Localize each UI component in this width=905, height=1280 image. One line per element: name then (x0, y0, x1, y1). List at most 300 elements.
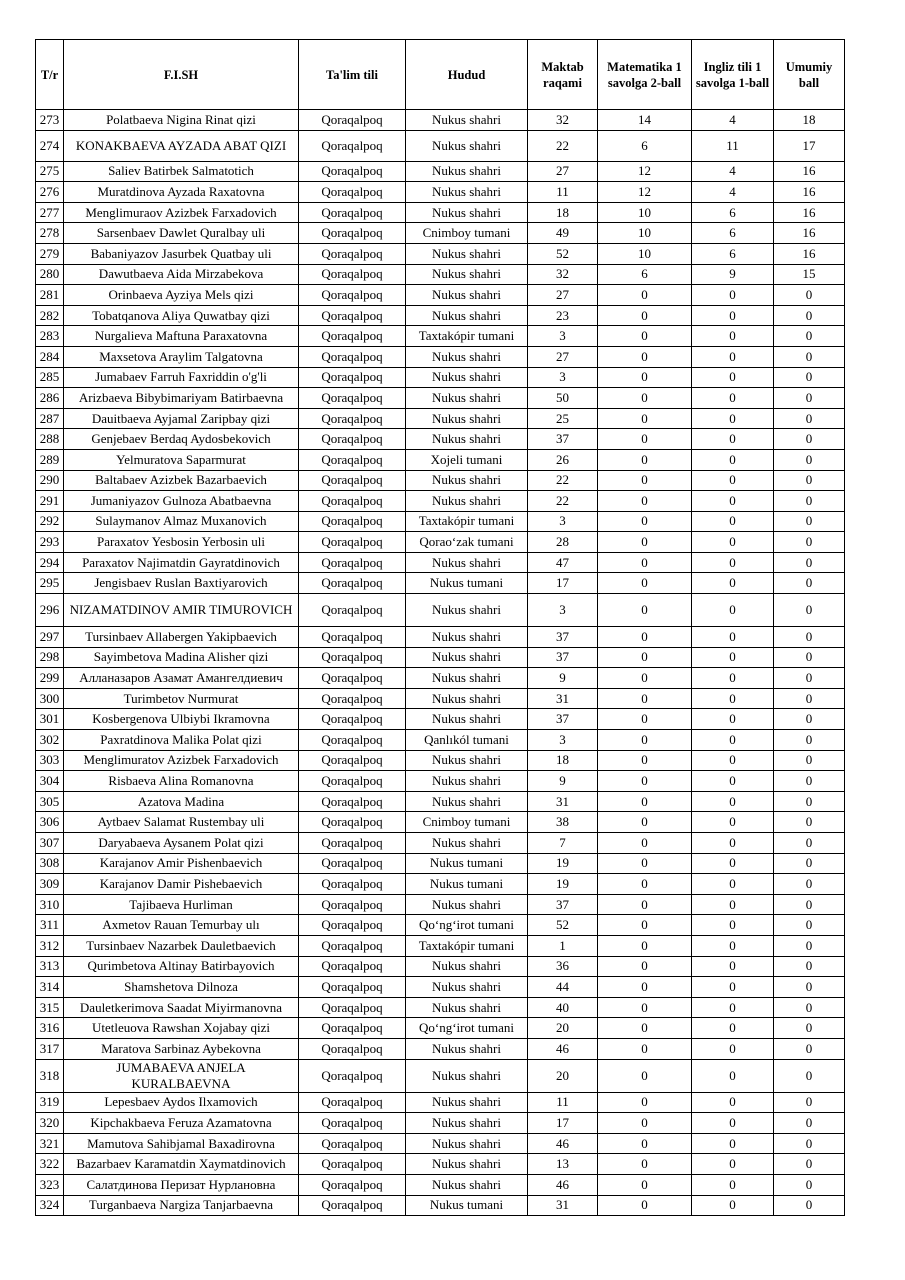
english-score-cell: 0 (692, 552, 774, 573)
full-name-cell: Karajanov Amir Pishenbaevich (64, 853, 299, 874)
full-name-cell: Saliev Batirbek Salmatotich (64, 161, 299, 182)
full-name-cell: Dauletkerimova Saadat Miyirmanovna (64, 997, 299, 1018)
english-score-cell: 0 (692, 627, 774, 648)
region-cell: Nukus shahri (406, 130, 528, 161)
school-number-cell: 19 (528, 874, 598, 895)
row-number-cell: 310 (36, 894, 64, 915)
education-language-cell: Qoraqalpoq (299, 853, 406, 874)
school-number-cell: 50 (528, 388, 598, 409)
education-language-cell: Qoraqalpoq (299, 771, 406, 792)
row-number-cell: 273 (36, 110, 64, 131)
table-row (36, 956, 845, 977)
school-number-cell: 37 (528, 709, 598, 730)
education-language-cell: Qoraqalpoq (299, 285, 406, 306)
total-score-cell: 17 (774, 130, 845, 161)
math-score-cell: 0 (598, 730, 692, 751)
school-number-cell: 27 (528, 285, 598, 306)
table-row (36, 812, 845, 833)
table-row (36, 573, 845, 594)
table-row (36, 182, 845, 203)
school-number-cell: 32 (528, 264, 598, 285)
school-number-cell: 46 (528, 1174, 598, 1195)
results-table (35, 39, 845, 1216)
region-cell: Nukus shahri (406, 346, 528, 367)
english-score-cell: 0 (692, 709, 774, 730)
region-cell: Nukus tumani (406, 874, 528, 895)
table-row (36, 1038, 845, 1059)
math-score-cell: 12 (598, 182, 692, 203)
region-cell: Nukus shahri (406, 1174, 528, 1195)
english-score-cell: 0 (692, 956, 774, 977)
school-number-cell: 18 (528, 202, 598, 223)
school-number-cell: 19 (528, 853, 598, 874)
school-number-cell: 7 (528, 833, 598, 854)
total-score-cell: 0 (774, 833, 845, 854)
total-score-cell: 0 (774, 573, 845, 594)
full-name-cell: Sulaymanov Almaz Muxanovich (64, 511, 299, 532)
education-language-cell: Qoraqalpoq (299, 1133, 406, 1154)
education-language-cell: Qoraqalpoq (299, 956, 406, 977)
region-cell: Nukus shahri (406, 668, 528, 689)
row-number-cell: 314 (36, 977, 64, 998)
education-language-cell: Qoraqalpoq (299, 1038, 406, 1059)
school-number-cell: 18 (528, 750, 598, 771)
math-score-cell: 0 (598, 627, 692, 648)
full-name-cell: Tursinbaev Allabergen Yakipbaevich (64, 627, 299, 648)
education-language-cell: Qoraqalpoq (299, 161, 406, 182)
table-row (36, 1059, 845, 1092)
education-language-cell: Qoraqalpoq (299, 750, 406, 771)
full-name-cell: Tobatqanova Aliya Quwatbay qizi (64, 305, 299, 326)
row-number-cell: 288 (36, 429, 64, 450)
row-number-cell: 280 (36, 264, 64, 285)
table-row (36, 264, 845, 285)
math-score-cell: 0 (598, 833, 692, 854)
row-number-cell: 294 (36, 552, 64, 573)
school-number-cell: 9 (528, 668, 598, 689)
region-cell: Nukus shahri (406, 408, 528, 429)
math-score-cell: 0 (598, 935, 692, 956)
row-number-cell: 318 (36, 1059, 64, 1092)
table-row (36, 552, 845, 573)
table-row (36, 771, 845, 792)
col-header-number: T/r (36, 40, 64, 110)
row-number-cell: 291 (36, 491, 64, 512)
education-language-cell: Qoraqalpoq (299, 182, 406, 203)
school-number-cell: 27 (528, 346, 598, 367)
math-score-cell: 0 (598, 573, 692, 594)
school-number-cell: 31 (528, 688, 598, 709)
region-cell: Nukus shahri (406, 285, 528, 306)
table-row (36, 305, 845, 326)
english-score-cell: 0 (692, 449, 774, 470)
school-number-cell: 32 (528, 110, 598, 131)
row-number-cell: 278 (36, 223, 64, 244)
col-header-total-score: Umumiy ball (774, 40, 845, 110)
english-score-cell: 0 (692, 977, 774, 998)
table-row (36, 627, 845, 648)
school-number-cell: 31 (528, 791, 598, 812)
total-score-cell: 16 (774, 202, 845, 223)
math-score-cell: 0 (598, 1038, 692, 1059)
school-number-cell: 17 (528, 1113, 598, 1134)
math-score-cell: 0 (598, 491, 692, 512)
total-score-cell: 0 (774, 429, 845, 450)
english-score-cell: 0 (692, 1038, 774, 1059)
total-score-cell: 0 (774, 647, 845, 668)
region-cell: Nukus shahri (406, 627, 528, 648)
math-score-cell: 0 (598, 977, 692, 998)
math-score-cell: 6 (598, 264, 692, 285)
table-row (36, 285, 845, 306)
row-number-cell: 306 (36, 812, 64, 833)
col-header-education-language: Ta'lim tili (299, 40, 406, 110)
school-number-cell: 38 (528, 812, 598, 833)
math-score-cell: 0 (598, 874, 692, 895)
math-score-cell: 0 (598, 894, 692, 915)
school-number-cell: 22 (528, 130, 598, 161)
full-name-cell: Axmetov Rauan Temurbay ulı (64, 915, 299, 936)
full-name-cell: Polatbaeva Nigina Rinat qizi (64, 110, 299, 131)
education-language-cell: Qoraqalpoq (299, 202, 406, 223)
table-row (36, 1092, 845, 1113)
math-score-cell: 0 (598, 532, 692, 553)
row-number-cell: 305 (36, 791, 64, 812)
education-language-cell: Qoraqalpoq (299, 833, 406, 854)
table-row (36, 1174, 845, 1195)
school-number-cell: 37 (528, 627, 598, 648)
full-name-cell: Алланазаров Азамат Амангелдиевич (64, 668, 299, 689)
education-language-cell: Qoraqalpoq (299, 110, 406, 131)
english-score-cell: 0 (692, 1018, 774, 1039)
total-score-cell: 16 (774, 223, 845, 244)
school-number-cell: 3 (528, 594, 598, 627)
table-row (36, 532, 845, 553)
school-number-cell: 40 (528, 997, 598, 1018)
english-score-cell: 4 (692, 182, 774, 203)
math-score-cell: 0 (598, 771, 692, 792)
education-language-cell: Qoraqalpoq (299, 1195, 406, 1216)
english-score-cell: 0 (692, 997, 774, 1018)
english-score-cell: 0 (692, 326, 774, 347)
english-score-cell: 0 (692, 750, 774, 771)
full-name-cell: Qurimbetova Altinay Batirbayovich (64, 956, 299, 977)
math-score-cell: 0 (598, 552, 692, 573)
english-score-cell: 0 (692, 791, 774, 812)
education-language-cell: Qoraqalpoq (299, 573, 406, 594)
school-number-cell: 52 (528, 243, 598, 264)
full-name-cell: Bazarbaev Karamatdin Xaymatdinovich (64, 1154, 299, 1175)
education-language-cell: Qoraqalpoq (299, 688, 406, 709)
english-score-cell: 0 (692, 1113, 774, 1134)
education-language-cell: Qoraqalpoq (299, 552, 406, 573)
row-number-cell: 283 (36, 326, 64, 347)
full-name-cell: Paraxatov Yesbosin Yerbosin uli (64, 532, 299, 553)
total-score-cell: 0 (774, 285, 845, 306)
total-score-cell: 0 (774, 812, 845, 833)
math-score-cell: 0 (598, 915, 692, 936)
school-number-cell: 36 (528, 956, 598, 977)
school-number-cell: 25 (528, 408, 598, 429)
full-name-cell: Shamshetova Dilnoza (64, 977, 299, 998)
full-name-cell: Genjebaev Berdaq Aydosbekovich (64, 429, 299, 450)
row-number-cell: 285 (36, 367, 64, 388)
total-score-cell: 0 (774, 1174, 845, 1195)
row-number-cell: 287 (36, 408, 64, 429)
total-score-cell: 0 (774, 1154, 845, 1175)
table-row (36, 688, 845, 709)
total-score-cell: 0 (774, 874, 845, 895)
english-score-cell: 0 (692, 915, 774, 936)
english-score-cell: 0 (692, 833, 774, 854)
education-language-cell: Qoraqalpoq (299, 223, 406, 244)
table-row (36, 470, 845, 491)
english-score-cell: 0 (692, 771, 774, 792)
full-name-cell: Jumabaev Farruh Faxriddin o'g'li (64, 367, 299, 388)
full-name-cell: Lepesbaev Aydos Ilxamovich (64, 1092, 299, 1113)
education-language-cell: Qoraqalpoq (299, 791, 406, 812)
table-row (36, 110, 845, 131)
full-name-cell: Nurgalieva Maftuna Paraxatovna (64, 326, 299, 347)
region-cell: Nukus shahri (406, 791, 528, 812)
education-language-cell: Qoraqalpoq (299, 305, 406, 326)
school-number-cell: 17 (528, 573, 598, 594)
row-number-cell: 309 (36, 874, 64, 895)
region-cell: Qo‘ng‘irot tumani (406, 1018, 528, 1039)
total-score-cell: 0 (774, 491, 845, 512)
english-score-cell: 0 (692, 594, 774, 627)
math-score-cell: 0 (598, 449, 692, 470)
total-score-cell: 0 (774, 305, 845, 326)
region-cell: Taxtakópir tumani (406, 326, 528, 347)
english-score-cell: 4 (692, 161, 774, 182)
school-number-cell: 37 (528, 894, 598, 915)
math-score-cell: 6 (598, 130, 692, 161)
total-score-cell: 0 (774, 627, 845, 648)
total-score-cell: 0 (774, 956, 845, 977)
row-number-cell: 302 (36, 730, 64, 751)
full-name-cell: Sayimbetova Madina Alisher qizi (64, 647, 299, 668)
row-number-cell: 300 (36, 688, 64, 709)
math-score-cell: 0 (598, 668, 692, 689)
english-score-cell: 0 (692, 668, 774, 689)
math-score-cell: 0 (598, 1092, 692, 1113)
school-number-cell: 22 (528, 491, 598, 512)
school-number-cell: 3 (528, 326, 598, 347)
education-language-cell: Qoraqalpoq (299, 346, 406, 367)
math-score-cell: 0 (598, 346, 692, 367)
full-name-cell: Baltabaev Azizbek Bazarbaevich (64, 470, 299, 491)
english-score-cell: 0 (692, 470, 774, 491)
math-score-cell: 0 (598, 1174, 692, 1195)
region-cell: Nukus shahri (406, 243, 528, 264)
full-name-cell: Turimbetov Nurmurat (64, 688, 299, 709)
english-score-cell: 0 (692, 874, 774, 895)
math-score-cell: 0 (598, 1154, 692, 1175)
total-score-cell: 0 (774, 511, 845, 532)
full-name-cell: Babaniyazov Jasurbek Quatbay uli (64, 243, 299, 264)
row-number-cell: 276 (36, 182, 64, 203)
total-score-cell: 0 (774, 1059, 845, 1092)
education-language-cell: Qoraqalpoq (299, 997, 406, 1018)
school-number-cell: 37 (528, 647, 598, 668)
education-language-cell: Qoraqalpoq (299, 130, 406, 161)
table-row (36, 346, 845, 367)
total-score-cell: 0 (774, 791, 845, 812)
full-name-cell: Tursinbaev Nazarbek Dauletbaevich (64, 935, 299, 956)
math-score-cell: 0 (598, 367, 692, 388)
table-row (36, 730, 845, 751)
math-score-cell: 0 (598, 1195, 692, 1216)
math-score-cell: 0 (598, 791, 692, 812)
table-row (36, 791, 845, 812)
total-score-cell: 0 (774, 915, 845, 936)
education-language-cell: Qoraqalpoq (299, 429, 406, 450)
table-row (36, 935, 845, 956)
table-row (36, 202, 845, 223)
row-number-cell: 315 (36, 997, 64, 1018)
row-number-cell: 299 (36, 668, 64, 689)
region-cell: Nukus shahri (406, 833, 528, 854)
row-number-cell: 319 (36, 1092, 64, 1113)
table-row (36, 161, 845, 182)
english-score-cell: 0 (692, 346, 774, 367)
region-cell: Nukus shahri (406, 997, 528, 1018)
education-language-cell: Qoraqalpoq (299, 243, 406, 264)
school-number-cell: 13 (528, 1154, 598, 1175)
education-language-cell: Qoraqalpoq (299, 367, 406, 388)
table-row (36, 491, 845, 512)
school-number-cell: 26 (528, 449, 598, 470)
col-header-school-number: Maktab raqami (528, 40, 598, 110)
full-name-cell: Sarsenbaev Dawlet Quralbay uli (64, 223, 299, 244)
row-number-cell: 284 (36, 346, 64, 367)
education-language-cell: Qoraqalpoq (299, 594, 406, 627)
math-score-cell: 0 (598, 688, 692, 709)
region-cell: Nukus shahri (406, 202, 528, 223)
school-number-cell: 3 (528, 367, 598, 388)
math-score-cell: 0 (598, 1113, 692, 1134)
school-number-cell: 47 (528, 552, 598, 573)
table-row (36, 223, 845, 244)
school-number-cell: 37 (528, 429, 598, 450)
table-row (36, 408, 845, 429)
education-language-cell: Qoraqalpoq (299, 532, 406, 553)
english-score-cell: 0 (692, 408, 774, 429)
education-language-cell: Qoraqalpoq (299, 668, 406, 689)
row-number-cell: 292 (36, 511, 64, 532)
table-body (36, 110, 845, 1216)
col-header-english-score: Ingliz tili 1 savolga 1-ball (692, 40, 774, 110)
total-score-cell: 15 (774, 264, 845, 285)
full-name-cell: Azatova Madina (64, 791, 299, 812)
total-score-cell: 0 (774, 1018, 845, 1039)
table-row (36, 367, 845, 388)
region-cell: Nukus shahri (406, 470, 528, 491)
table-row (36, 894, 845, 915)
math-score-cell: 0 (598, 511, 692, 532)
math-score-cell: 0 (598, 812, 692, 833)
region-cell: Nukus shahri (406, 305, 528, 326)
total-score-cell: 0 (774, 977, 845, 998)
row-number-cell: 304 (36, 771, 64, 792)
row-number-cell: 312 (36, 935, 64, 956)
math-score-cell: 0 (598, 594, 692, 627)
full-name-cell: Jumaniyazov Gulnoza Abatbaevna (64, 491, 299, 512)
education-language-cell: Qoraqalpoq (299, 1174, 406, 1195)
total-score-cell: 0 (774, 1133, 845, 1154)
table-row (36, 449, 845, 470)
school-number-cell: 11 (528, 1092, 598, 1113)
full-name-cell: Mamutova Sahibjamal Baxadirovna (64, 1133, 299, 1154)
english-score-cell: 0 (692, 532, 774, 553)
full-name-cell: Aytbaev Salamat Rustembay uli (64, 812, 299, 833)
english-score-cell: 0 (692, 1154, 774, 1175)
math-score-cell: 0 (598, 326, 692, 347)
full-name-cell: Risbaeva Alina Romanovna (64, 771, 299, 792)
region-cell: Nukus shahri (406, 491, 528, 512)
region-cell: Xojeli tumani (406, 449, 528, 470)
english-score-cell: 0 (692, 491, 774, 512)
table-row (36, 511, 845, 532)
total-score-cell: 0 (774, 730, 845, 751)
education-language-cell: Qoraqalpoq (299, 408, 406, 429)
math-score-cell: 0 (598, 997, 692, 1018)
education-language-cell: Qoraqalpoq (299, 730, 406, 751)
total-score-cell: 0 (774, 367, 845, 388)
region-cell: Nukus shahri (406, 977, 528, 998)
col-header-math-score: Matematika 1 savolga 2-ball (598, 40, 692, 110)
full-name-cell: Karajanov Damir Pishebaevich (64, 874, 299, 895)
table-row (36, 915, 845, 936)
full-name-cell: Dauitbaeva Ayjamal Zaripbay qizi (64, 408, 299, 429)
header-row (36, 40, 845, 110)
total-score-cell: 18 (774, 110, 845, 131)
region-cell: Nukus shahri (406, 688, 528, 709)
full-name-cell: Turganbaeva Nargiza Tanjarbaevna (64, 1195, 299, 1216)
english-score-cell: 0 (692, 305, 774, 326)
education-language-cell: Qoraqalpoq (299, 388, 406, 409)
full-name-cell: Yelmuratova Saparmurat (64, 449, 299, 470)
school-number-cell: 9 (528, 771, 598, 792)
math-score-cell: 0 (598, 1133, 692, 1154)
full-name-cell: JUMABAEVA ANJELA KURALBAEVNA (64, 1059, 299, 1092)
education-language-cell: Qoraqalpoq (299, 894, 406, 915)
col-header-full-name: F.I.SH (64, 40, 299, 110)
region-cell: Nukus tumani (406, 573, 528, 594)
english-score-cell: 0 (692, 853, 774, 874)
full-name-cell: Muratdinova Ayzada Raxatovna (64, 182, 299, 203)
full-name-cell: Kipchakbaeva Feruza Azamatovna (64, 1113, 299, 1134)
row-number-cell: 298 (36, 647, 64, 668)
school-number-cell: 3 (528, 730, 598, 751)
table-row (36, 709, 845, 730)
school-number-cell: 22 (528, 470, 598, 491)
region-cell: Cnimboy tumani (406, 812, 528, 833)
total-score-cell: 0 (774, 894, 845, 915)
region-cell: Nukus shahri (406, 594, 528, 627)
region-cell: Nukus shahri (406, 894, 528, 915)
education-language-cell: Qoraqalpoq (299, 1113, 406, 1134)
region-cell: Nukus shahri (406, 647, 528, 668)
row-number-cell: 290 (36, 470, 64, 491)
total-score-cell: 0 (774, 853, 845, 874)
row-number-cell: 279 (36, 243, 64, 264)
education-language-cell: Qoraqalpoq (299, 935, 406, 956)
region-cell: Nukus shahri (406, 1113, 528, 1134)
education-language-cell: Qoraqalpoq (299, 264, 406, 285)
education-language-cell: Qoraqalpoq (299, 812, 406, 833)
